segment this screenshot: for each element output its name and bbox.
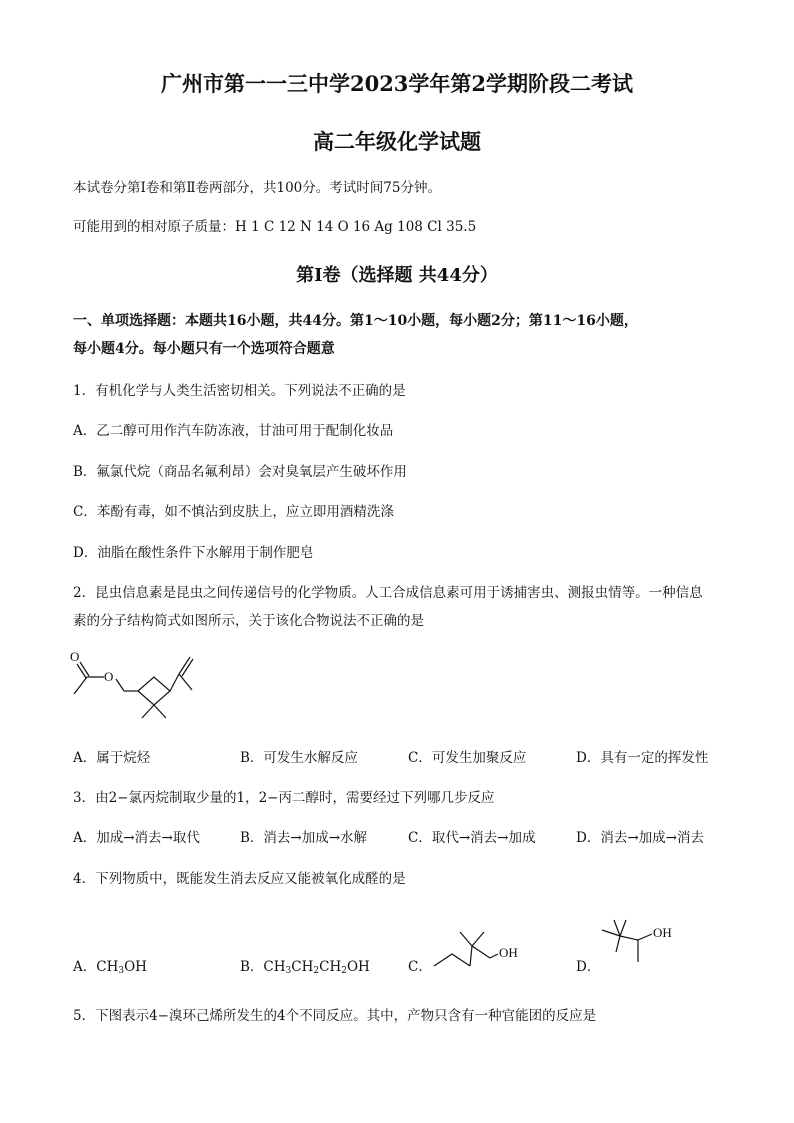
formula-subscript: 2 — [313, 966, 320, 976]
q2-option-c: C．可发生加聚反应 — [408, 750, 527, 766]
q4-d-oh-label: OH — [653, 925, 672, 940]
formula-subscript: 3 — [285, 966, 292, 976]
q2-stem-2: 素的分子结构简式如图所示，关于该化合物说法不正确的是 — [73, 613, 424, 629]
q1-option-b: B．氟氯代烷（商品名氟利昂）会对臭氧层产生破坏作用 — [73, 464, 407, 480]
q3-option-c: C．取代→消去→加成 — [408, 830, 536, 846]
q4-c-oh-label: OH — [499, 945, 518, 960]
ester-o-label: O — [104, 669, 114, 684]
q3-stem: 3．由2−氯丙烷制取少量的1，2−丙二醇时，需要经过下列哪几步反应 — [73, 790, 495, 806]
q4-option-a — [73, 955, 147, 976]
intro-line-2: 可能用到的相对原子质量：H 1 C 12 N 14 O 16 Ag 108 Cl 35.5 — [73, 219, 477, 235]
q1-option-a: A．乙二醇可用作汽车防冻液，甘油可用于配制化妆品 — [73, 423, 394, 439]
section-title: 第Ⅰ卷（选择题 共44分） — [296, 265, 498, 286]
exam-title: 广州市第一一三中学2023学年第2学期阶段二考试 — [160, 71, 634, 96]
q3-option-a: A．加成→消去→取代 — [73, 830, 200, 846]
q3-option-b: B．消去→加成→水解 — [240, 830, 368, 846]
formula-part: CH — [319, 959, 342, 975]
formula-subscript: 2 — [341, 966, 347, 976]
q2-option-b: B．可发生水解反应 — [240, 750, 358, 766]
q4-option-a-label: A． — [73, 959, 97, 975]
q2-option-a: A．属于烷烃 — [73, 750, 151, 766]
formula-part: OH — [124, 959, 147, 975]
q4-option-b-label: B． — [240, 959, 264, 975]
q2-stem-1: 2．昆虫信息素是昆虫之间传递信号的化学物质。人工合成信息素可用于诱捕害虫、测报虫情等。一种信息 — [73, 585, 703, 601]
formula-subscript: 3 — [118, 966, 125, 976]
formula-part: CH — [263, 959, 286, 975]
section-instructions-2: 每小题4分。每小题只有一个选项符合题意 — [73, 341, 335, 357]
section-instructions-1: 一、单项选择题：本题共16小题，共44分。第1～10小题，每小题2分；第11～16小题， — [73, 313, 638, 329]
formula-part: OH — [346, 959, 370, 975]
q1-option-c: C．苯酚有毒，如不慎沾到皮肤上，应立即用酒精洗涤 — [73, 504, 394, 520]
intro-line-1: 本试卷分第Ⅰ卷和第Ⅱ卷两部分，共100分。考试时间75分钟。 — [73, 180, 441, 196]
q2-option-d: D．具有一定的挥发性 — [576, 750, 709, 766]
q4-option-c-label: C． — [408, 959, 432, 975]
exam-subtitle: 高二年级化学试题 — [313, 129, 481, 154]
q5-stem: 5．下图表示4−溴环己烯所发生的4个不同反应。其中，产物只含有一种官能团的反应是 — [73, 1008, 597, 1024]
formula-part: CH — [96, 959, 119, 975]
q1-option-d: D．油脂在酸性条件下水解用于制作肥皂 — [73, 545, 314, 561]
q4-option-d-structure-icon — [600, 916, 690, 970]
q4-option-c-structure-icon — [432, 926, 532, 974]
q3-option-d: D．消去→加成→消去 — [576, 830, 704, 846]
insect-pheromone-structure-icon — [66, 648, 206, 720]
q4-stem: 4．下列物质中，既能发生消去反应又能被氧化成醛的是 — [73, 871, 406, 887]
formula-part: CH — [291, 959, 314, 975]
q1-stem: 1．有机化学与人类生活密切相关。下列说法不正确的是 — [73, 383, 406, 399]
carbonyl-o-label: O — [70, 649, 80, 664]
q4-option-d-label: D． — [576, 959, 601, 975]
q4-option-b — [240, 955, 370, 976]
